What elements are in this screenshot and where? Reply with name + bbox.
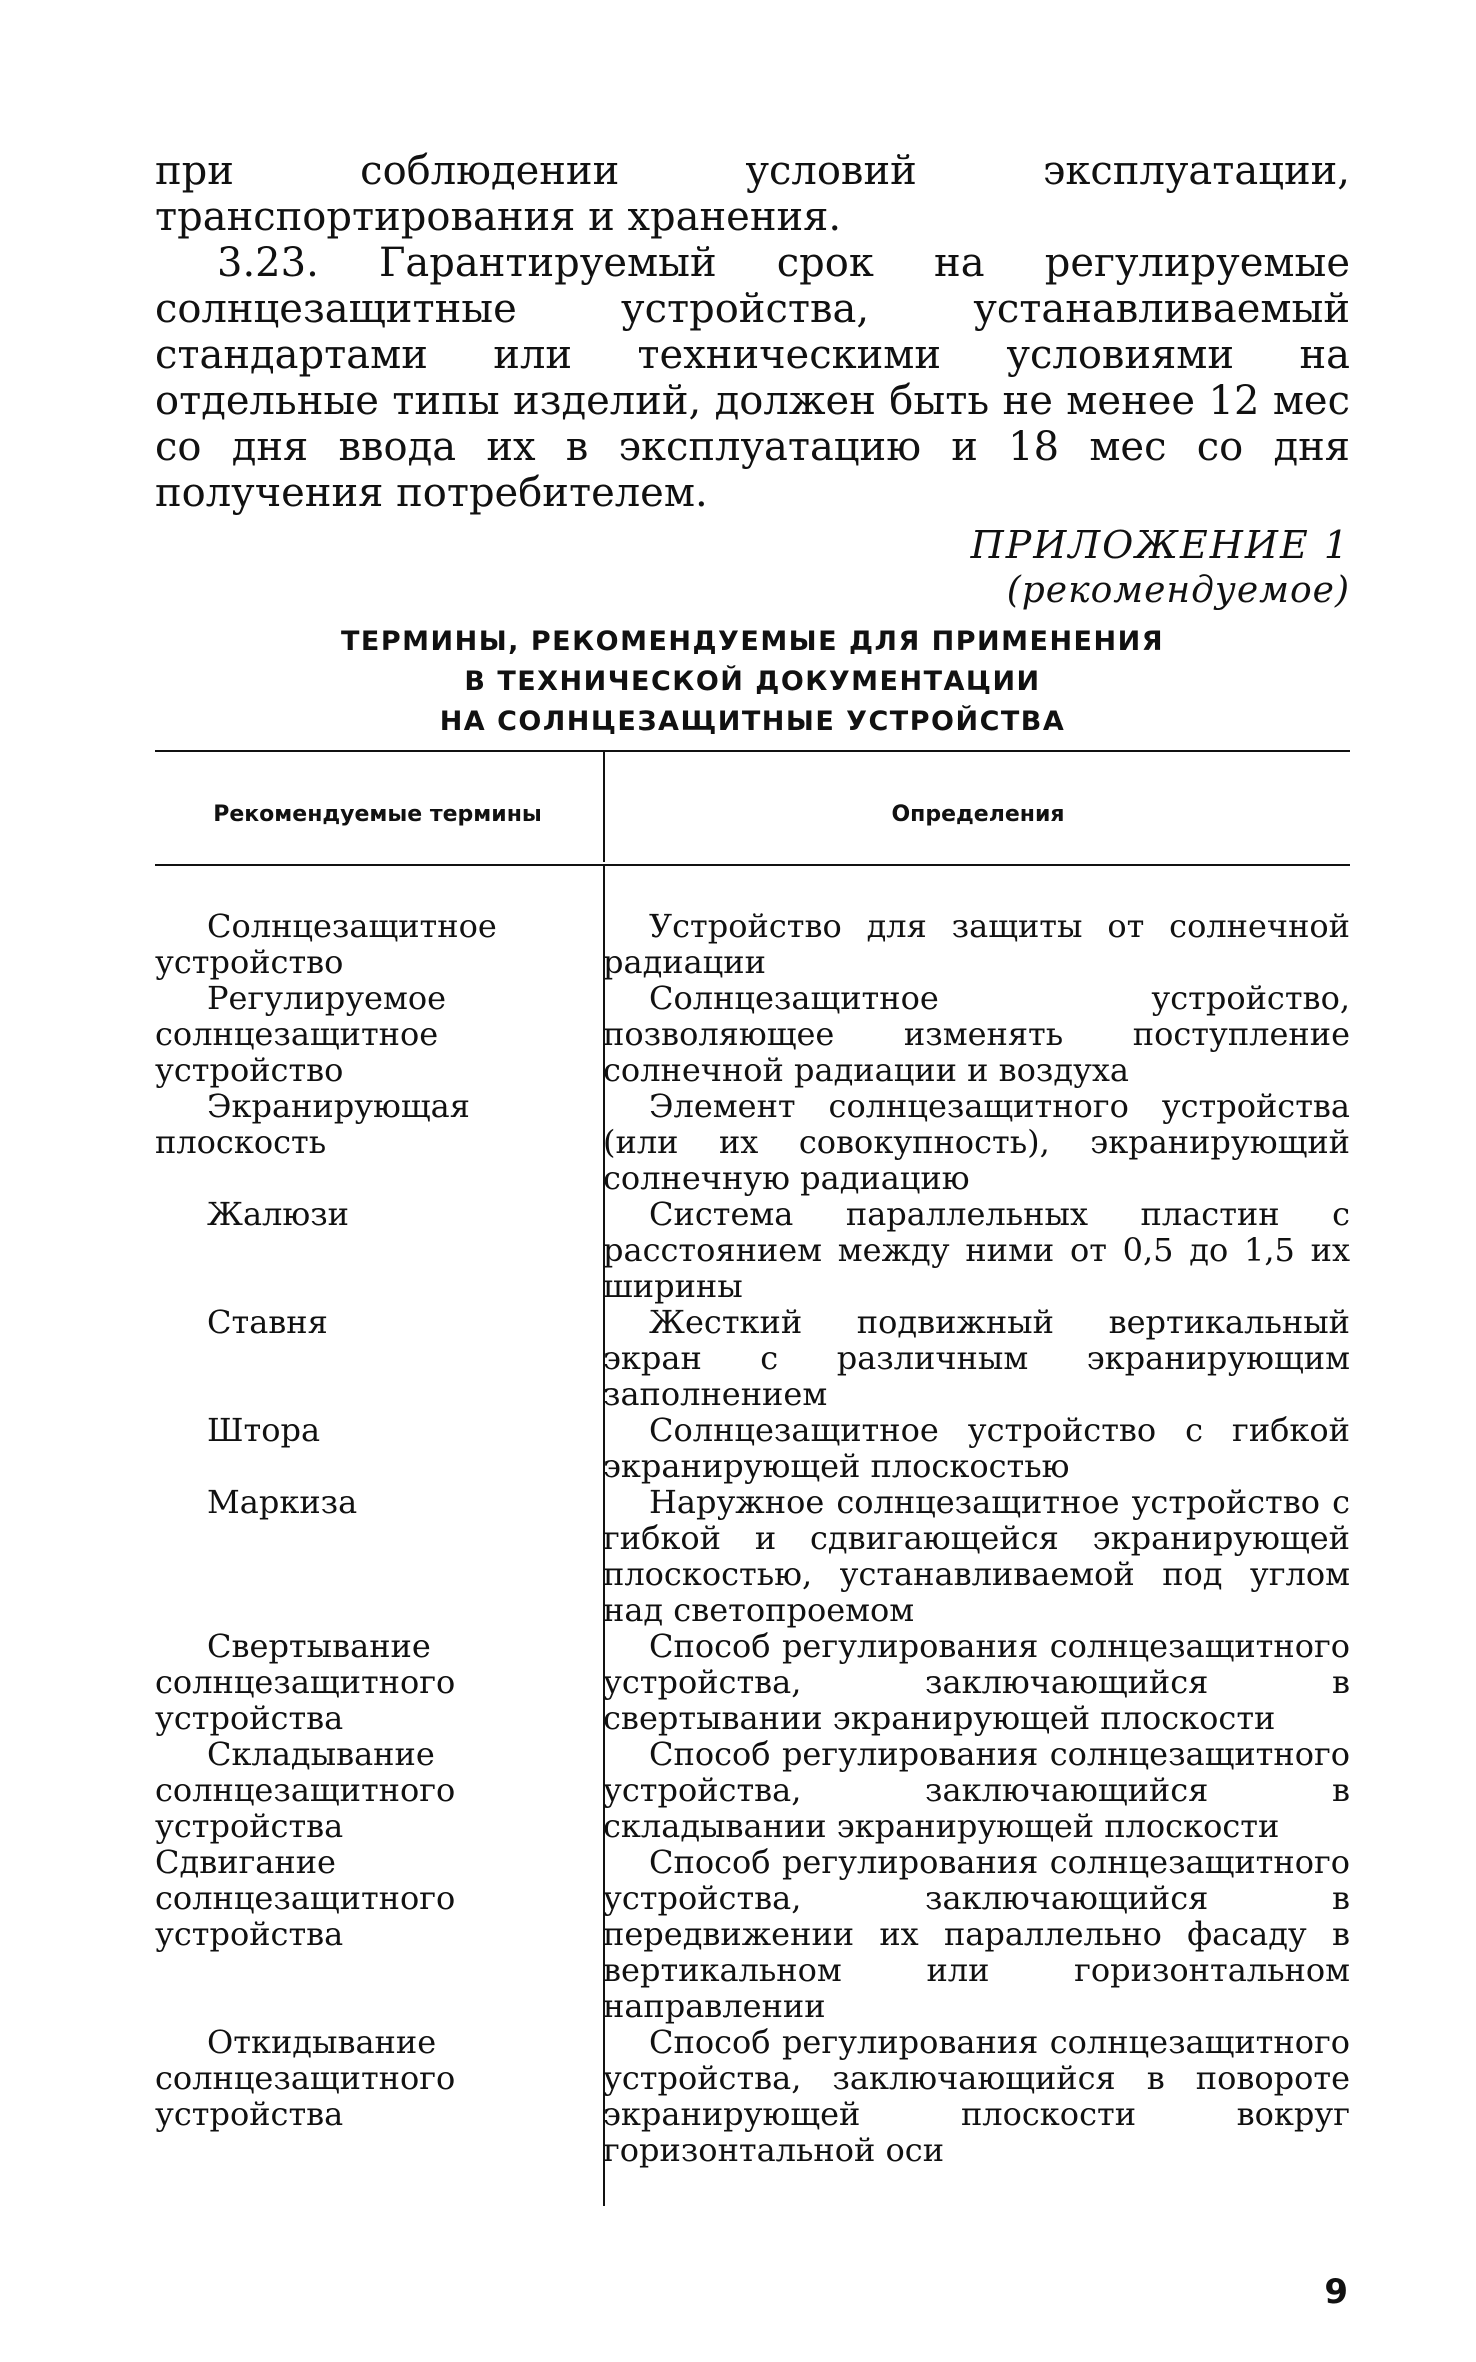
page-number: 9 xyxy=(1324,2272,1348,2312)
definition-cell: Устройство для защиты от солнечной радиации xyxy=(603,907,1350,981)
appendix-subtitle: (рекомендуемое) xyxy=(1006,570,1350,611)
table-row xyxy=(155,1086,1350,1197)
term-cell: Складывание солнцезащитного устройства xyxy=(155,1735,456,1845)
term-cell: Откидывание солнцезащитного устройства xyxy=(155,2023,456,2133)
term-cell: Жалюзи xyxy=(207,1195,349,1233)
definition-cell: Солнцезащитное устройство с гибкой экранирующей плоскостью xyxy=(603,1411,1350,1485)
table-row xyxy=(155,1482,1350,1629)
term-cell: Свертывание солнцезащитного устройства xyxy=(155,1627,456,1737)
definition-cell: Жесткий подвижный вертикальный экран с различным экранирующим заполнением xyxy=(603,1303,1350,1413)
intro-text xyxy=(155,148,1350,516)
definitions-column-header: Определения xyxy=(891,802,1065,827)
definition-cell: Способ регулирования солнцезащитного устройства, заключающийся в складывании экранирующей плоскости xyxy=(603,1735,1350,1845)
heading-line-1: ТЕРМИНЫ, РЕКОМЕНДУЕМЫЕ ДЛЯ ПРИМЕНЕНИЯ xyxy=(341,626,1164,657)
terms-column-header: Рекомендуемые термины xyxy=(213,802,542,827)
table-row xyxy=(155,2022,1350,2169)
term-cell: Солнцезащитное устройство xyxy=(155,907,497,981)
terms-table-body xyxy=(155,906,1350,2169)
definition-cell: Система параллельных пластин с расстоянием между ними от 0,5 до 1,5 их ширины xyxy=(603,1195,1350,1305)
appendix-title: ПРИЛОЖЕНИЕ 1 xyxy=(970,523,1350,567)
term-cell: Штора xyxy=(207,1411,321,1449)
table-row xyxy=(155,978,1350,1089)
header-column-divider xyxy=(603,752,605,862)
table-top-rule xyxy=(155,750,1350,752)
definition-cell: Способ регулирования солнцезащитного устройства, заключающийся в повороте экранирующей плоскости вокруг горизонтальной оси xyxy=(603,2023,1350,2169)
table-heading xyxy=(155,622,1350,742)
definition-cell: Элемент солнцезащитного устройства (или их совокупность), экранирующий солнечную радиацию xyxy=(603,1087,1350,1197)
table-row xyxy=(155,1194,1350,1305)
intro-paragraph-1: при соблюдении условий эксплуатации, транспортирования и хранения. xyxy=(155,148,1350,240)
table-row xyxy=(155,1302,1350,1413)
definition-cell: Солнцезащитное устройство, позволяющее изменять поступление солнечной радиации и воздуха xyxy=(603,979,1350,1089)
term-cell: Экранирующая плоскость xyxy=(155,1087,470,1161)
table-row xyxy=(155,906,1350,981)
term-cell: Сдвигание солнцезащитного устройства xyxy=(155,1843,456,1953)
heading-line-2: В ТЕХНИЧЕСКОЙ ДОКУМЕНТАЦИИ xyxy=(464,666,1041,697)
heading-line-3: НА СОЛНЦЕЗАЩИТНЫЕ УСТРОЙСТВА xyxy=(439,706,1066,737)
term-cell: Маркиза xyxy=(207,1483,358,1521)
term-cell: Регулируемое солнцезащитное устройство xyxy=(155,979,447,1089)
table-row xyxy=(155,1734,1350,1845)
definition-cell: Наружное солнцезащитное устройство с гибкой и сдвигающейся экранирующей плоскостью, устанавливаемой под углом над светопроемом xyxy=(603,1483,1350,1629)
table-row xyxy=(155,1626,1350,1737)
definition-cell: Способ регулирования солнцезащитного устройства, заключающийся в свертывании экранирующей плоскости xyxy=(603,1627,1350,1737)
definition-cell: Способ регулирования солнцезащитного устройства, заключающийся в передвижении их параллельно фасаду в вертикальном или горизонтальном направлении xyxy=(603,1843,1350,2025)
header-bottom-rule xyxy=(155,864,1350,866)
intro-paragraph-2: 3.23. Гарантируемый срок на регулируемые солнцезащитные устройства, устанавливаемый стандартами или техническими условиями на отдельные типы изделий, должен быть не менее 12 мес со дня ввода их в эксплуатацию и 18 мес со дня получения потребителем. xyxy=(155,240,1350,516)
appendix-label xyxy=(971,522,1350,614)
term-cell: Ставня xyxy=(207,1303,328,1341)
table-row xyxy=(155,1842,1350,2025)
table-row xyxy=(155,1410,1350,1485)
